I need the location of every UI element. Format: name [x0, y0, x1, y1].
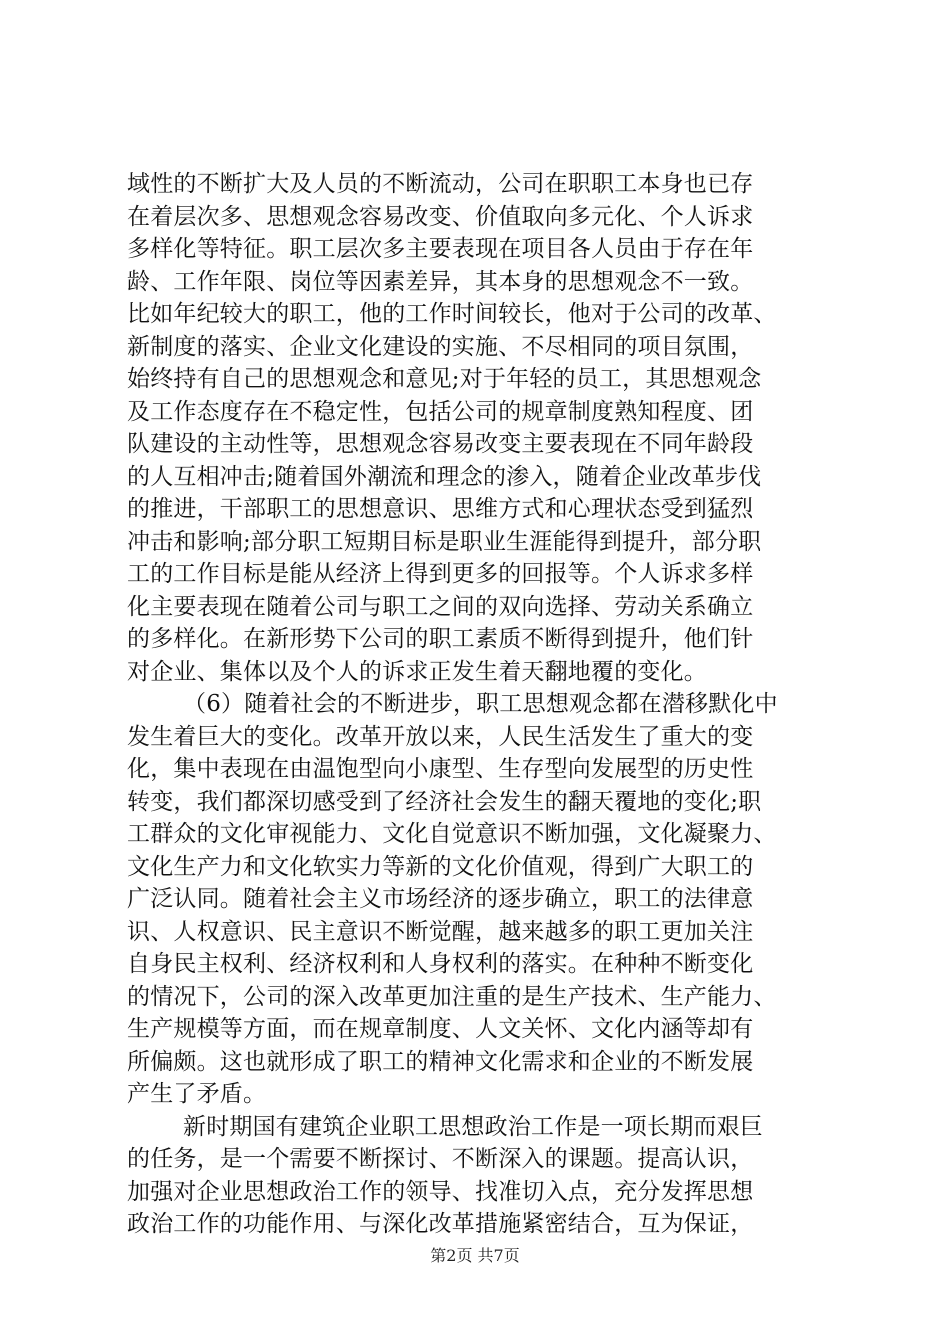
text-line: 的多样化。在新形势下公司的职工素质不断得到提升，他们针 [127, 626, 754, 652]
text-line: 工的工作目标是能从经济上得到更多的回报等。个人诉求多样 [127, 561, 754, 587]
text-line: 队建设的主动性等，思想观念容易改变主要表现在不同年龄段 [127, 431, 754, 457]
text-line: 文化生产力和文化软实力等新的文化价值观，得到广大职工的 [127, 853, 754, 880]
text-line: 对企业、集体以及个人的诉求正发生着天翻地覆的变化。 [127, 658, 707, 685]
text-line: 转变，我们都深切感受到了经济社会发生的翻天覆地的变化;职 [127, 788, 762, 815]
text-line: 多样化等特征。职工层次多主要表现在项目各人员由于存在年 [127, 236, 754, 262]
text-line: 发生着巨大的变化。改革开放以来，人民生活发生了重大的变 [127, 723, 754, 750]
text-line: 的情况下，公司的深入改革更加注重的是生产技术、生产能力、 [127, 983, 777, 1010]
text-line: 的推进，干部职工的思想意识、思维方式和心理状态受到猛烈 [127, 496, 754, 522]
page-footer: 第2页 共7页 [430, 1246, 520, 1265]
text-line: 产生了矛盾。 [127, 1081, 267, 1107]
text-line: 比如年纪较大的职工，他的工作时间较长，他对于公司的改革、 [127, 301, 777, 327]
text-line: 生产规模等方面，而在规章制度、人文关怀、文化内涵等却有 [127, 1016, 754, 1042]
text-line: 的人互相冲击;随着国外潮流和理念的渗入，随着企业改革步伐 [127, 463, 762, 490]
text-line: 新制度的落实、企业文化建设的实施、不尽相同的项目氛围， [127, 333, 754, 360]
paragraph-start-line: （6）随着社会的不断进步，职工思想观念都在潜移默化中 [183, 691, 778, 717]
text-line: 加强对企业思想政治工作的领导、找准切入点，充分发挥思想 [127, 1178, 754, 1205]
text-line: 及工作态度存在不稳定性，包括公司的规章制度熟知程度、团 [127, 398, 754, 425]
paragraph-start-line: 新时期国有建筑企业职工思想政治工作是一项长期而艰巨 [183, 1113, 763, 1140]
text-line: 化主要表现在随着公司与职工之间的双向选择、劳动关系确立 [127, 593, 754, 620]
text-line: 广泛认同。随着社会主义市场经济的逐步确立，职工的法律意 [127, 886, 754, 912]
text-line: 政治工作的功能作用、与深化改革措施紧密结合，互为保证， [127, 1211, 754, 1237]
body-text [127, 168, 829, 1241]
text-line: 工群众的文化审视能力、文化自觉意识不断加强，文化凝聚力、 [127, 821, 777, 847]
text-line: 化，集中表现在由温饱型向小康型、生存型向发展型的历史性 [127, 756, 754, 782]
text-line: 在着层次多、思想观念容易改变、价值取向多元化、个人诉求 [127, 203, 754, 230]
text-line: 冲击和影响;部分职工短期目标是职业生涯能得到提升，部分职 [127, 528, 762, 555]
text-line: 域性的不断扩大及人员的不断流动，公司在职职工本身也已存 [127, 171, 754, 197]
text-line: 识、人权意识、民主意识不断觉醒，越来越多的职工更加关注 [127, 918, 754, 945]
text-line: 自身民主权利、经济权利和人身权利的落实。在种种不断变化 [127, 951, 754, 977]
text-line: 的任务，是一个需要不断探讨、不断深入的课题。提高认识， [127, 1146, 754, 1172]
text-line: 龄、工作年限、岗位等因素差异，其本身的思想观念不一致。 [127, 268, 754, 295]
text-line: 所偏颇。这也就形成了职工的精神文化需求和企业的不断发展 [127, 1048, 754, 1075]
text-line: 始终持有自己的思想观念和意见;对于年轻的员工，其思想观念 [127, 366, 762, 392]
